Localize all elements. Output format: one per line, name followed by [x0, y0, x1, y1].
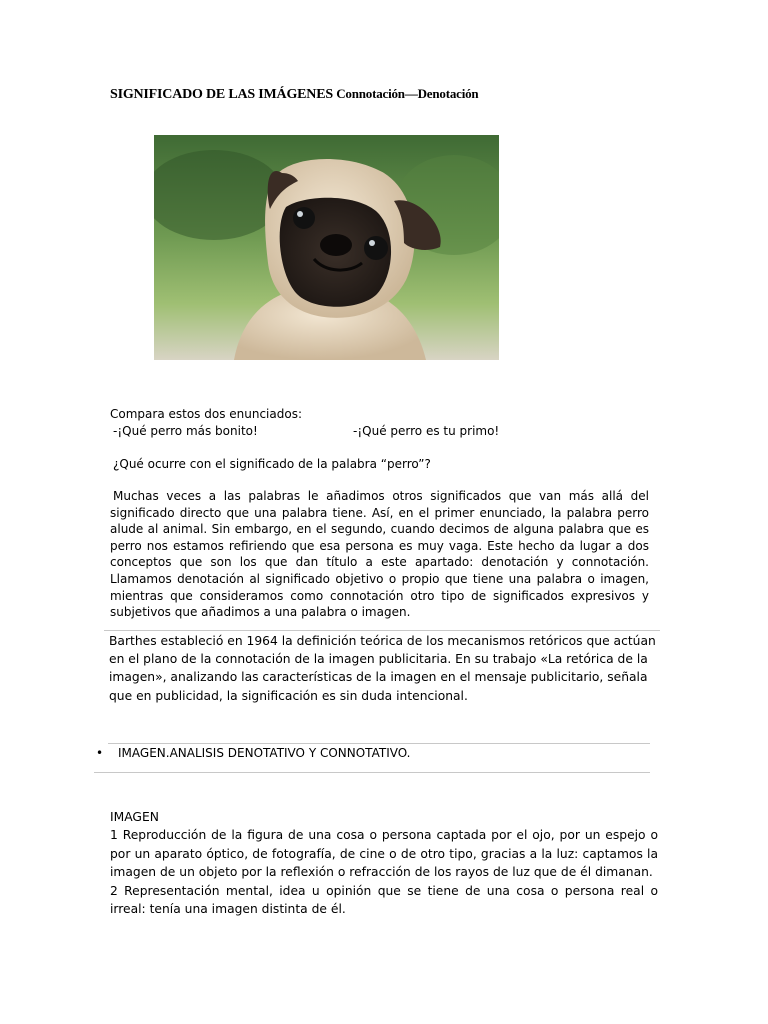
imagen-heading: IMAGEN	[110, 810, 159, 824]
compare-intro: Compara estos dos enunciados:	[110, 407, 302, 421]
pug-photo	[154, 135, 499, 360]
divider-top	[104, 630, 660, 631]
paragraph-denotation	[110, 488, 649, 621]
sentence-1: -¡Qué perro más bonito!	[113, 424, 258, 438]
question-text: ¿Qué ocurre con el significado de la palabra “perro”?	[113, 457, 431, 471]
page-title	[110, 86, 478, 103]
paragraph-barthes: Barthes estableció en 1964 la definición teórica de los mecanismos retóricos que actúan en el plano de la connotación de la imagen publicitaria. En su trabajo «La retórica de la imagen», analizando las características de la imagen en el mensaje publicitario, señala que en publicidad, la significación es sin duda intencional.	[109, 634, 656, 703]
title-main: SIGNIFICADO DE LAS IMÁGENES	[110, 87, 333, 102]
title-subtitle: Connotación—Denotación	[336, 86, 479, 101]
paragraph-denotation-text: Muchas veces a las palabras le añadimos otros significados que van más allá del significado directo que una palabra tiene. Así, en el primer enunciado, la palabra perro alude al animal. Sin embargo, en el segundo, cuando decimos de alguna palabra que es perro nos estamos refiriendo que esa persona es muy vaga. Este hecho da lugar a dos conceptos que son los que dan título a este apartado: denotación y connotación. Llamamos denotación al significado objetivo o propio que tiene una palabra o imagen, mientras que consideramos como connotación otro tipo de significados expresivos y subjetivos que añadimos a una palabra o imagen.	[110, 489, 649, 620]
imagen-definition-2: 2 Representación mental, idea u opinión que se tiene de una cosa o persona real o irreal: tenía una imagen distinta de él.	[110, 883, 658, 917]
bullet-heading	[96, 746, 411, 760]
pug-photo-icon	[154, 135, 499, 360]
imagen-definitions	[110, 808, 658, 918]
divider-bullet-top	[108, 743, 650, 744]
compare-block	[110, 406, 649, 440]
sentence-2: -¡Qué perro es tu primo!	[353, 424, 500, 438]
divider-bullet-bottom	[94, 772, 650, 773]
imagen-definition-1: 1 Reproducción de la figura de una cosa o persona captada por el ojo, por un espejo o por un aparato óptico, de fotografía, de cine o de otro tipo, gracias a la luz: captamos la imagen de un objeto por la reflexión o refracción de los rayos de luz que de él dimanan.	[110, 828, 658, 880]
bullet-heading-text: IMAGEN.ANALISIS DENOTATIVO Y CONNOTATIVO.	[118, 746, 411, 760]
bullet-marker: •	[96, 746, 104, 760]
